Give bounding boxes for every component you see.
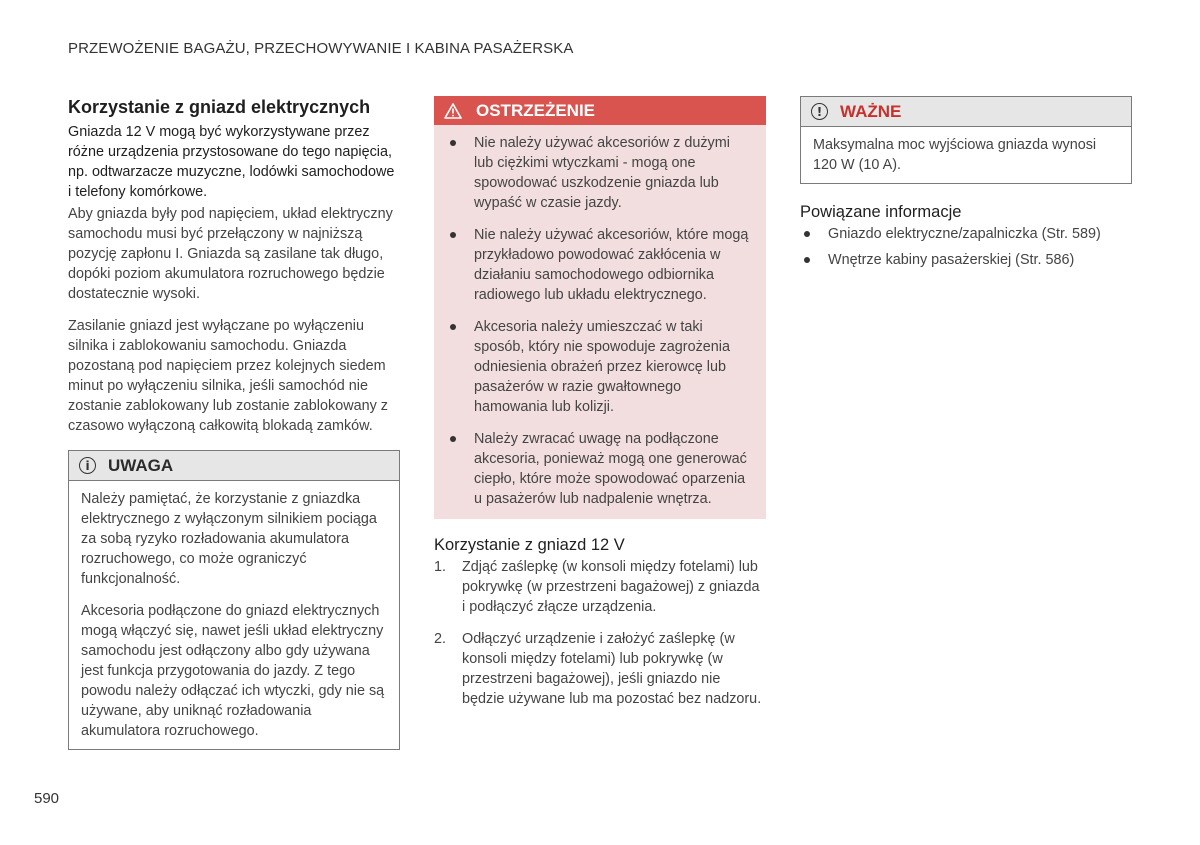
list-item: Nie należy używać akcesoriów, które mogą przykładowo powodować zakłócenia w działaniu samochodowego odbiornika radiowego lub układu elektrycznego. bbox=[446, 225, 752, 305]
section-title: Korzystanie z gniazd elektrycznych bbox=[68, 97, 371, 117]
important-title: WAŻNE bbox=[840, 101, 902, 121]
section-paragraph-1: Aby gniazda były pod napięciem, układ elektryczny samochodu musi być przełączony w najniższą pozycję zapłonu I. Gniazda są zasilane tak długo, dopóki poziom akumulatora rozruchowego będzie dostatecznie wysoki. bbox=[68, 206, 393, 302]
list-item: 1. Zdjąć zaślepkę (w konsoli między fotelami) lub pokrywkę (w przestrzeni bagażowej) z gniazda i podłączyć złącze urządzenia. bbox=[434, 559, 760, 615]
warning-body bbox=[434, 125, 766, 519]
bullet-icon bbox=[804, 257, 810, 263]
note-box bbox=[68, 450, 400, 750]
bullet-icon bbox=[450, 140, 456, 146]
bullet-icon bbox=[450, 436, 456, 442]
list-item: 2. Odłączyć urządzenie i założyć zaślepkę (w konsoli między fotelami) lub pokrywkę (w przestrzeni bagażowej), jeśli gniazdo nie będzie używane lub ma pozostać bez nadzoru. bbox=[434, 631, 762, 707]
related-title: Powiązane informacje bbox=[800, 203, 962, 221]
note-paragraph-1: Należy pamiętać, że korzystanie z gniazdka elektrycznego z wyłączonym silnikiem pociąga za sobą ryzyko rozładowania akumulatora rozruchowego, co może ograniczyć funkcjonalność. bbox=[81, 491, 377, 587]
note-body bbox=[69, 481, 399, 749]
important-text: Maksymalna moc wyjściowa gniazda wynosi 120 W (10 A). bbox=[813, 137, 1097, 173]
info-icon: i bbox=[79, 457, 96, 474]
column-left bbox=[68, 96, 400, 750]
exclamation-icon: ! bbox=[811, 103, 828, 120]
bullet-icon bbox=[804, 231, 810, 237]
warning-title: OSTRZEŻENIE bbox=[476, 100, 596, 120]
bullet-icon bbox=[450, 232, 456, 238]
column-middle bbox=[434, 96, 766, 721]
section-paragraph-2: Zasilanie gniazd jest wyłączane po wyłączeniu silnika i zablokowaniu samochodu. Gniazda pozostaną pod napięciem przez kolejnych siedem minut po wyłączeniu silnika, jeśli samochód nie zostanie zablokowany lub zostanie zablokowany z czasowo wyłączoną całkowitą blokadą zamków. bbox=[68, 318, 388, 434]
running-header: PRZEWOŻENIE BAGAŻU, PRZECHOWYWANIE I KABINA PASAŻERSKA bbox=[68, 40, 574, 57]
list-item: Nie należy używać akcesoriów z dużymi lub ciężkimi wtyczkami - mogą one spowodować uszkodzenie gniazda lub wypaść w czasie jazdy. bbox=[446, 133, 752, 213]
column-right bbox=[800, 96, 1132, 276]
warning-box bbox=[434, 96, 766, 519]
note-header bbox=[69, 451, 399, 481]
list-item: Należy zwracać uwagę na podłączone akcesoria, ponieważ mogą one generować ciepło, które może spowodować oparzenia u pasażerów lub nadpalenie wnętrza. bbox=[446, 429, 752, 509]
section-intro: Gniazda 12 V mogą być wykorzystywane przez różne urządzenia przystosowane do tego napięcia, np. odtwarzacze muzyczne, lodówki samochodowe i telefony komórkowe. bbox=[68, 124, 395, 200]
important-header bbox=[801, 97, 1131, 127]
warning-triangle-icon bbox=[444, 103, 462, 119]
related-info bbox=[800, 202, 1132, 270]
related-link[interactable]: Wnętrze kabiny pasażerskiej (Str. 586) bbox=[800, 250, 1132, 270]
related-list bbox=[800, 224, 1132, 270]
important-box bbox=[800, 96, 1132, 184]
usage-title: Korzystanie z gniazd 12 V bbox=[434, 536, 625, 554]
note-title: UWAGA bbox=[108, 455, 174, 475]
page-number: 590 bbox=[34, 790, 60, 807]
usage-steps bbox=[434, 557, 766, 709]
related-link[interactable]: Gniazdo elektryczne/zapalniczka (Str. 589) bbox=[800, 224, 1132, 244]
note-paragraph-2: Akcesoria podłączone do gniazd elektrycznych mogą włączyć się, nawet jeśli układ elektryczny samochodu jest odłączony albo gdy używana jest funkcja przygotowania do jazdy. Z tego powodu należy odłączać ich wtyczki, gdy nie są używane, aby uniknąć rozładowania akumulatora rozruchowego. bbox=[81, 603, 385, 739]
warning-header bbox=[434, 96, 766, 125]
bullet-icon bbox=[450, 324, 456, 330]
important-body bbox=[801, 127, 1131, 183]
warning-list bbox=[446, 133, 752, 509]
list-item: Akcesoria należy umieszczać w taki sposób, który nie spowoduje zagrożenia odniesienia obrażeń przez kierowcę lub pasażerów w razie gwałtownego hamowania lub kolizji. bbox=[446, 317, 752, 417]
